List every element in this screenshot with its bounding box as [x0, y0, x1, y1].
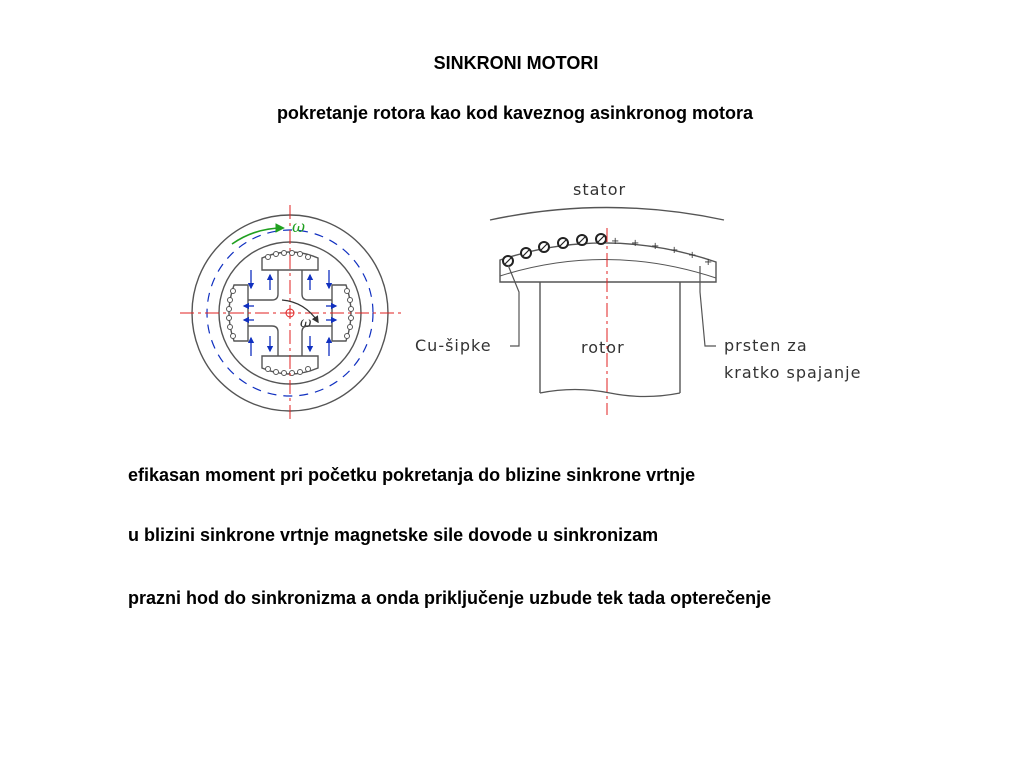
svg-text:+: +: [704, 257, 713, 268]
center-axes: [180, 205, 402, 422]
stator-arc: [490, 208, 724, 221]
rotor-label: rotor: [581, 338, 625, 357]
stator-label: stator: [573, 180, 627, 199]
svg-text:+: +: [688, 250, 697, 261]
ring-label-line1: prsten za: [724, 336, 808, 355]
slide-subtitle: pokretanje rotora kao kod kaveznog asinkronog motora: [276, 103, 754, 123]
text-line-1: efikasan moment pri početku pokretanja do blizine sinkrone vrtnje: [128, 465, 696, 485]
svg-text:+: +: [631, 238, 640, 249]
omega-label: ω: [292, 217, 306, 236]
svg-text:+: +: [611, 236, 620, 247]
text-line-2: u blizini sinkrone vrtnje magnetske sile dovode u sinkronizam: [128, 525, 659, 545]
ring-label-line2: kratko spajanje: [724, 363, 862, 382]
rotor-cross-section-diagram: [180, 200, 405, 425]
inner-omega-label: ω: [300, 315, 312, 331]
text-line-3: prazni hod do sinkronizma a onda priključenje uzbude tek tada opterečenje: [128, 588, 772, 608]
svg-text:+: +: [651, 241, 660, 252]
cu-bars-label: Cu-šipke: [415, 336, 492, 355]
svg-text:+: +: [670, 245, 679, 256]
slide-title: SINKRONI MOTORI: [433, 53, 599, 73]
rotor-side-diagram: [410, 175, 910, 420]
short-circuit-ring: [500, 243, 716, 282]
